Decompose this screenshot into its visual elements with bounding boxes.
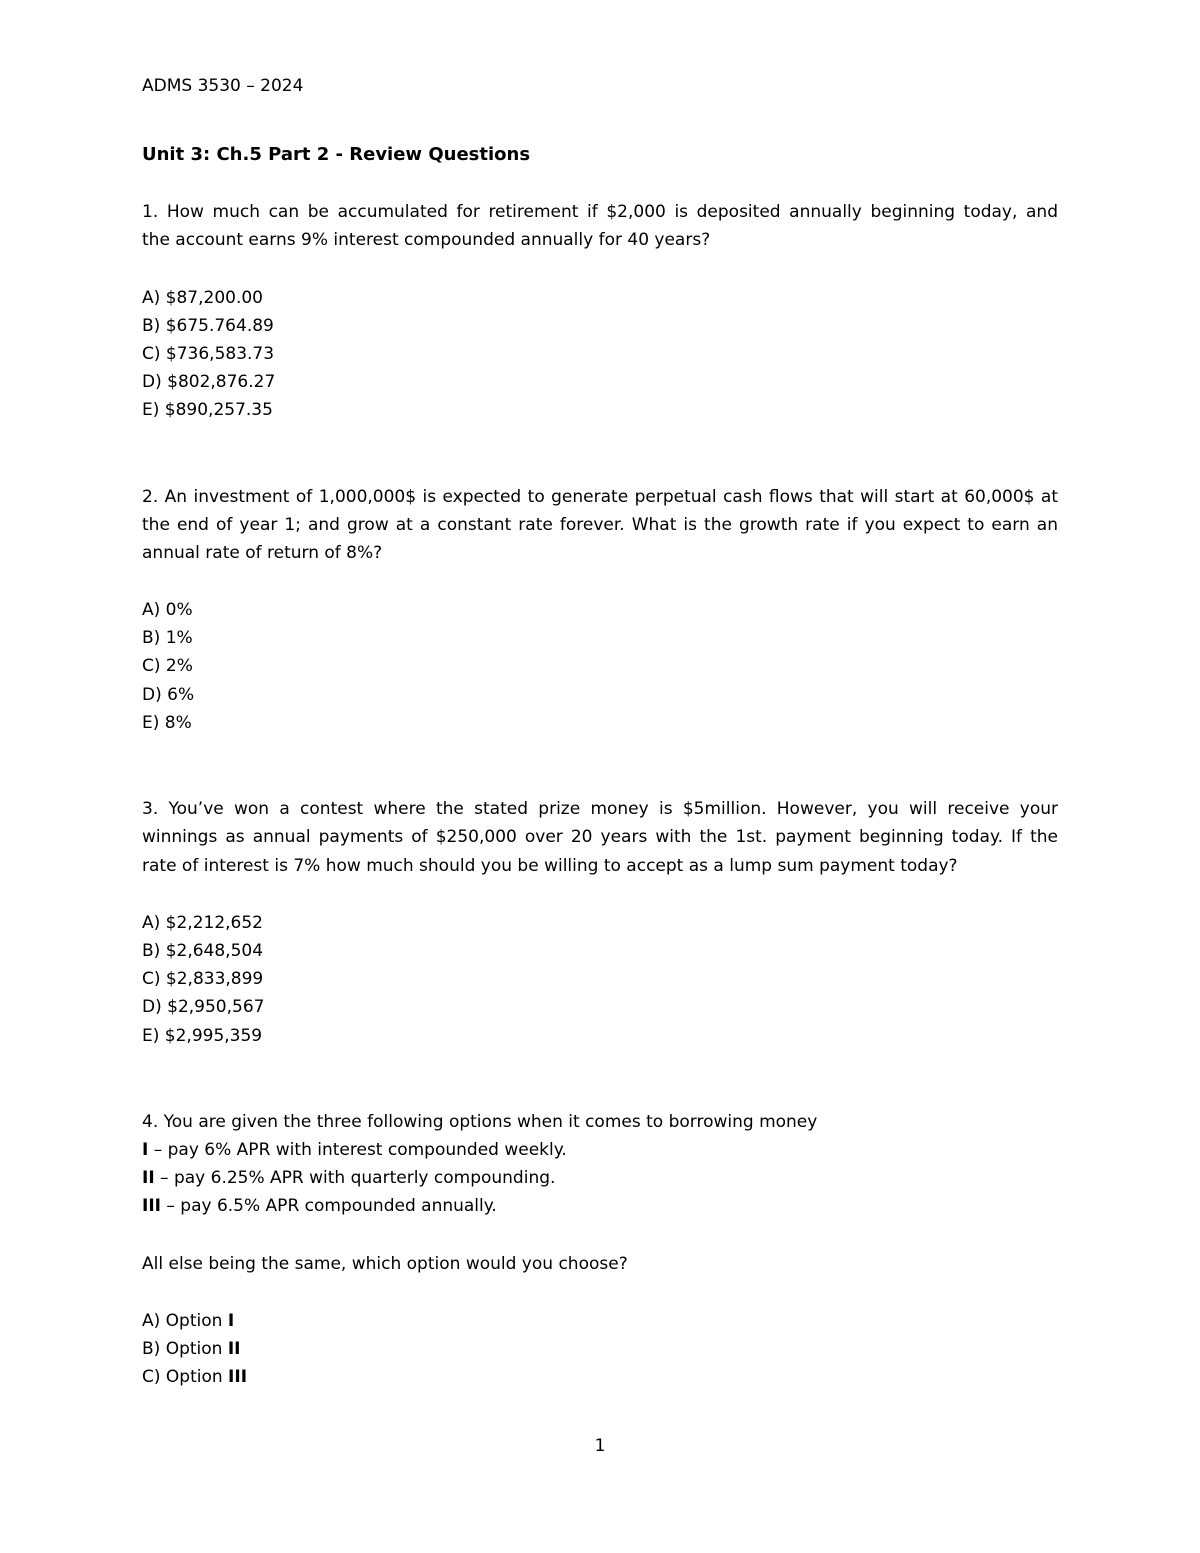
option-prefix: A) Option bbox=[142, 1311, 228, 1331]
question-4-item-1 bbox=[142, 1140, 567, 1160]
question-4-option-a bbox=[142, 1311, 234, 1331]
roman-numeral: I bbox=[227, 1311, 235, 1331]
item-text: – pay 6% APR with interest compounded weekly. bbox=[148, 1140, 567, 1160]
question-1-option-d: D) $802,876.27 bbox=[142, 372, 276, 392]
question-4-option-c bbox=[142, 1367, 247, 1387]
question-4-item-2 bbox=[142, 1168, 555, 1188]
roman-numeral: II bbox=[142, 1168, 155, 1188]
roman-numeral: III bbox=[142, 1196, 161, 1216]
option-prefix: B) Option bbox=[142, 1339, 228, 1359]
page-title: Unit 3: Ch.5 Part 2 - Review Questions bbox=[142, 144, 531, 165]
roman-numeral: II bbox=[227, 1339, 241, 1359]
question-2-option-c: C) 2% bbox=[142, 656, 193, 676]
page-number: 1 bbox=[594, 1436, 606, 1456]
question-1-option-c: C) $736,583.73 bbox=[142, 344, 275, 364]
roman-numeral: III bbox=[228, 1367, 248, 1387]
question-3-option-e: E) $2,995,359 bbox=[142, 1026, 263, 1046]
question-3-line-1: 3. You’ve won a contest where the stated prize money is $5million. However, you will receive your bbox=[142, 799, 1058, 819]
question-2-line-3: annual rate of return of 8%? bbox=[142, 543, 383, 563]
question-1-option-a: A) $87,200.00 bbox=[142, 288, 264, 308]
question-3-option-d: D) $2,950,567 bbox=[142, 997, 265, 1017]
question-2-option-e: E) 8% bbox=[142, 713, 192, 733]
question-4-prompt: All else being the same, which option would you choose? bbox=[142, 1254, 628, 1274]
question-3-option-a: A) $2,212,652 bbox=[142, 913, 264, 933]
question-4-line-1: 4. You are given the three following options when it comes to borrowing money bbox=[142, 1112, 818, 1132]
course-header: ADMS 3530 – 2024 bbox=[142, 76, 304, 96]
question-4-item-3 bbox=[142, 1196, 497, 1216]
question-1-option-e: E) $890,257.35 bbox=[142, 400, 273, 420]
question-3-option-c: C) $2,833,899 bbox=[142, 969, 264, 989]
question-2-option-a: A) 0% bbox=[142, 600, 193, 620]
question-2-option-d: D) 6% bbox=[142, 685, 195, 705]
question-2-line-2: the end of year 1; and grow at a constant rate forever. What is the growth rate if you expect to earn an bbox=[142, 515, 1058, 535]
question-3-line-2: winnings as annual payments of $250,000 over 20 years with the 1st. payment beginning today. If the bbox=[142, 827, 1058, 847]
question-1-option-b: B) $675.764.89 bbox=[142, 316, 274, 336]
question-4-option-b bbox=[142, 1339, 241, 1359]
question-1-line-2: the account earns 9% interest compounded annually for 40 years? bbox=[142, 230, 711, 250]
question-2-line-1: 2. An investment of 1,000,000$ is expected to generate perpetual cash flows that will start at 60,000$ at bbox=[142, 487, 1058, 507]
item-text: – pay 6.5% APR compounded annually. bbox=[160, 1196, 497, 1216]
question-1-line-1: 1. How much can be accumulated for retirement if $2,000 is deposited annually beginning today, and bbox=[142, 202, 1058, 222]
item-text: – pay 6.25% APR with quarterly compounding. bbox=[154, 1168, 556, 1188]
roman-numeral: I bbox=[142, 1140, 149, 1160]
question-2-option-b: B) 1% bbox=[142, 628, 193, 648]
option-prefix: C) Option bbox=[142, 1367, 229, 1387]
question-3-option-b: B) $2,648,504 bbox=[142, 941, 264, 961]
question-3-line-3: rate of interest is 7% how much should you be willing to accept as a lump sum payment today? bbox=[142, 856, 958, 876]
